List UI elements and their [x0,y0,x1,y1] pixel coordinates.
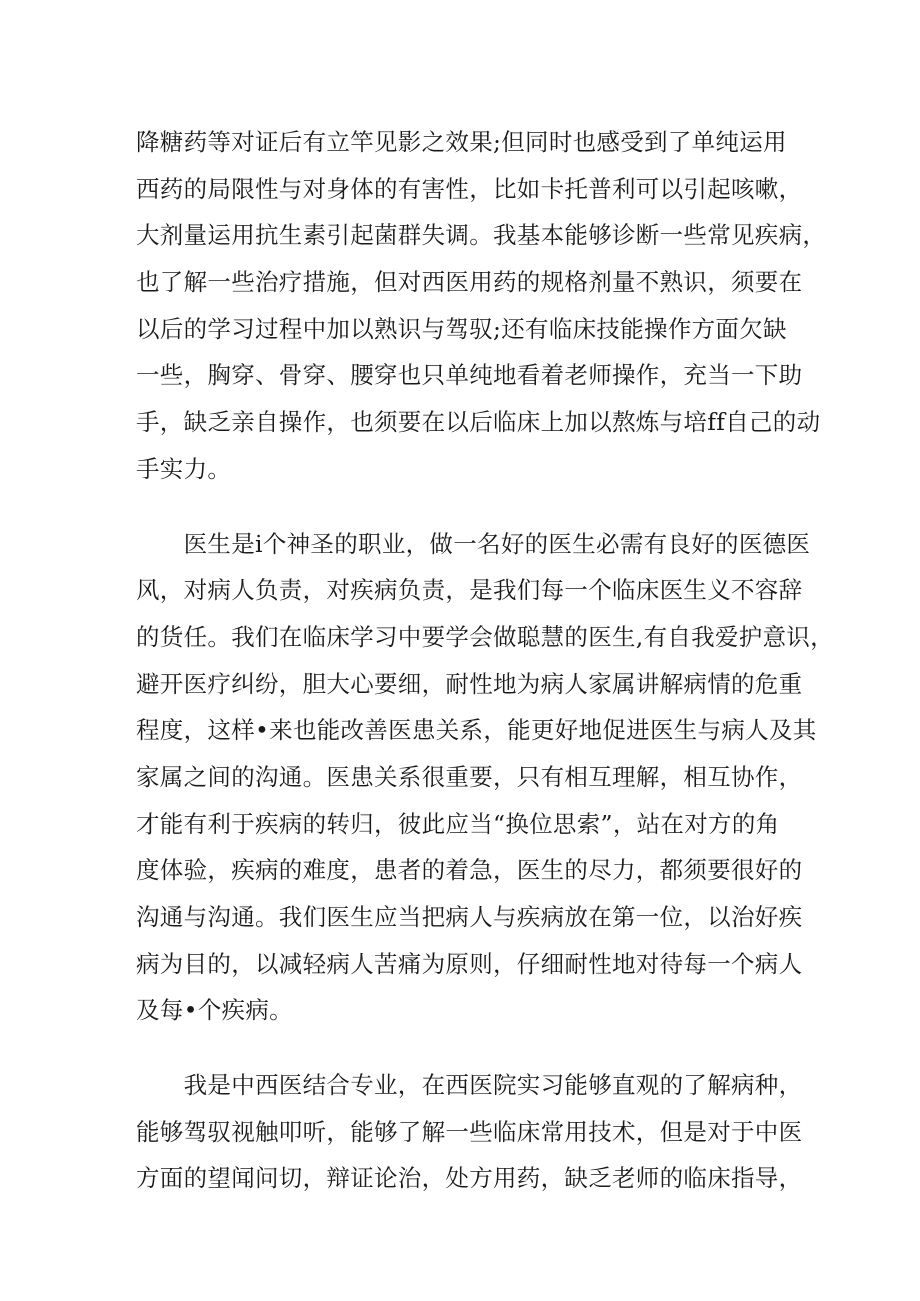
text-line: 方面的望闻问切，辩证论治，处方用药，缺乏老师的临床指导， [136,1164,803,1193]
text-line: 及每•个疾病。 [136,996,293,1025]
text-line: 风，对病人负责，对疾病负责，是我们每一个临床医生义不容辞 [136,576,803,605]
text-line: 度体验，疾病的难度，患者的着急，医生的尽力，都须要很好的 [136,856,803,885]
document-body [136,119,834,1202]
text-line: 医生是i个神圣的职业，做一名好的医生必需有良好的医德医 [136,529,811,558]
paragraph [136,119,827,493]
text-line: 的货任。我们在临床学习中要学会做聪慧的医生,有自我爱护意识， [136,622,834,651]
text-line: 大剂量运用抗生素引起菌群失调。我基本能够诊断一些常见疾病， [136,221,827,250]
text-line: 沟通与沟通。我们医生应当把病人与疾病放在第一位，以治好疾 [136,903,803,931]
text-line: 才能有利于疾病的转归，彼此应当“换位思索”，站在对方的角 [136,809,780,838]
paragraph-spacer [136,493,796,521]
text-line: 程度，这样•来也能改善医患关系，能更好地促进医生与病人及其 [136,716,817,745]
text-line: 西药的局限性与对身体的有害性，比如卡托普利可以引起咳嗽， [136,174,803,203]
text-line: 也了解一些治疗措施，但对西医用药的规格剂量不熟识，须要在 [136,268,803,297]
text-line: 手实力。 [136,454,232,483]
text-line: 避开医疗纠纷，胆大心要细，耐性地为病人家属讲解病情的危重 [136,669,803,698]
text-line: 以后的学习过程中加以熟识与驾驭;还有临床技能操作方面欠缺 [136,314,787,343]
text-line: 家属之间的沟通。医患关系很重要，只有相互理解，相互协作， [136,762,803,791]
text-line: 手，缺乏亲自操作，也须要在以后临床上加以熬炼与培ff自己的动 [136,408,821,437]
text-line: 降糖药等对证后有立竿见影之效果;但同时也感受到了单纯运用 [136,128,787,156]
text-line: 病为目的，以减轻病人苦痛为原则，仔细耐性地对待每一个病人 [136,949,803,978]
text-line: 我是中西医结合专业，在西医院实习能够直观的了解病种， [136,1071,803,1100]
paragraph [136,521,834,1035]
paragraph-spacer [136,1034,796,1062]
text-line: 能够驾驭视触叩听，能够了解一些临床常用技术，但是对于中医 [136,1117,803,1146]
text-line: 一些，胸穿、骨穿、腰穿也只单纯地看着老师操作，充当一下助 [136,361,803,390]
paragraph [136,1062,803,1202]
